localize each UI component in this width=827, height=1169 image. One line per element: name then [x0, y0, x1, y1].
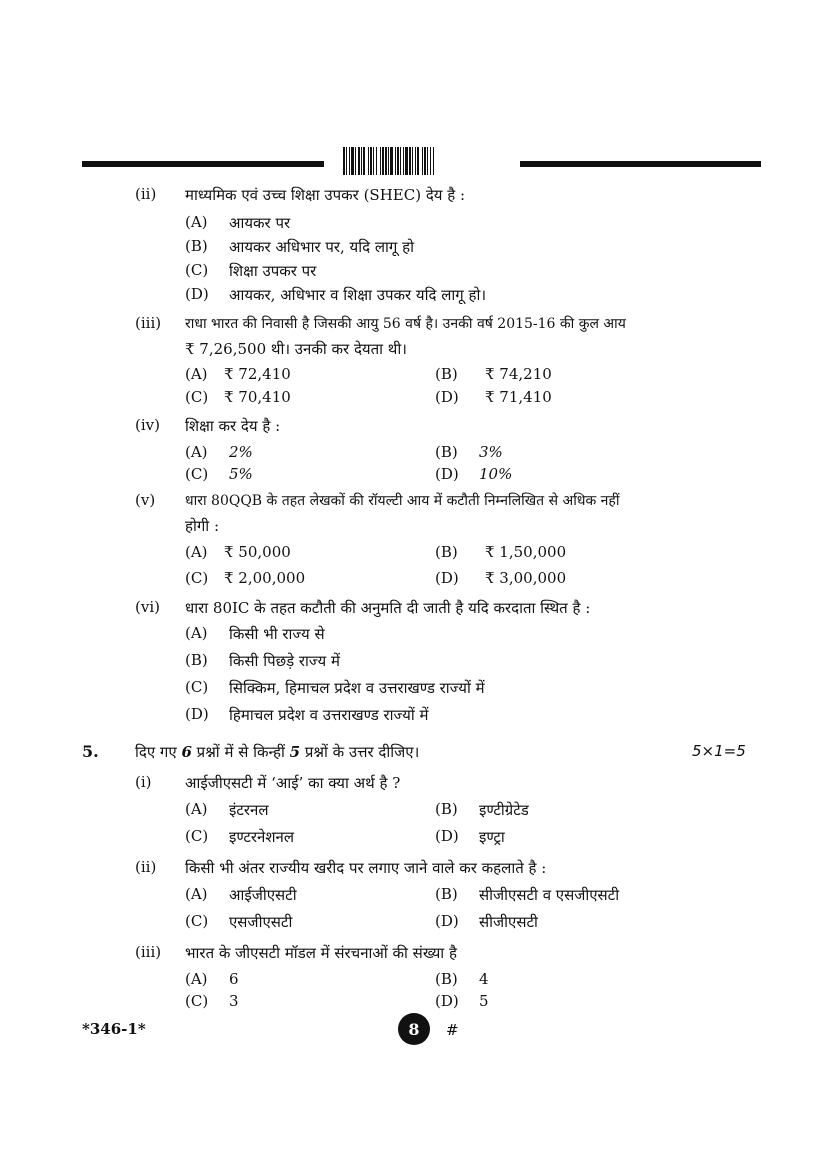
option-label: (D) — [435, 827, 459, 845]
option-text: ₹ 2,00,000 — [224, 569, 306, 587]
q4-iii-text-line1: राधा भारत की निवासी है जिसकी आयु 56 वर्ष है। उनकी वर्ष 2015-16 की कुल आय — [185, 316, 626, 332]
q4-vi-text: धारा 80IC के तहत कटौती की अनुमति दी जाती है यदि करदाता स्थित है : — [185, 599, 591, 617]
q5-instr-n1: 6 — [181, 743, 192, 761]
option-label: (A) — [185, 213, 208, 231]
q5-i-text: आईजीएसटी में ‘आई’ का क्या अर्थ है ? — [185, 774, 401, 792]
option-label: (D) — [185, 285, 209, 303]
header-rule-left — [82, 161, 324, 167]
option-label: (B) — [435, 543, 458, 561]
option-text: 3 — [229, 992, 239, 1010]
q4-ii-text: माध्यमिक एवं उच्च शिक्षा उपकर (SHEC) देय है : — [185, 186, 466, 204]
option-text: 6 — [229, 970, 239, 988]
option-text: सीजीएसटी व एसजीएसटी — [479, 886, 620, 904]
q5-i-number: (i) — [135, 773, 152, 791]
option-text: 2% — [229, 443, 253, 461]
q5-instr-b: प्रश्नों में से किन्हीं — [196, 743, 285, 761]
option-text: हिमाचल प्रदेश व उत्तराखण्ड राज्यों में — [229, 706, 429, 724]
option-label: (C) — [185, 261, 209, 279]
header-rule-right — [520, 161, 761, 167]
option-text: इंटरनल — [229, 801, 269, 819]
option-label: (B) — [435, 365, 458, 383]
option-label: (D) — [435, 569, 459, 587]
option-text: एसजीएसटी — [229, 913, 293, 931]
option-text: सिक्किम, हिमाचल प्रदेश व उत्तराखण्ड राज्यों में — [229, 679, 485, 697]
option-label: (A) — [185, 443, 208, 461]
option-label: (D) — [435, 992, 459, 1010]
option-text: ₹ 70,410 — [224, 388, 291, 406]
q5-marks: 5×1=5 — [692, 742, 746, 760]
q5-iii-text: भारत के जीएसटी मॉडल में संरचनाओं की संख्या है — [185, 944, 457, 962]
option-text: आयकर, अधिभार व शिक्षा उपकर यदि लागू हो। — [229, 286, 487, 304]
option-text: ₹ 72,410 — [224, 365, 291, 383]
option-label: (C) — [185, 678, 209, 696]
q4-v-number: (v) — [135, 491, 156, 509]
q4-v-text-line1: धारा 80QQB के तहत लेखकों की रॉयल्टी आय में कटौती निम्नलिखित से अधिक नहीं — [185, 493, 620, 509]
q5-number: 5. — [82, 742, 99, 761]
option-text: आयकर पर — [229, 214, 291, 232]
q4-iii-text-line2: ₹ 7,26,500 थी। उनकी कर देयता थी। — [185, 340, 407, 358]
q4-v-text-line2: होगी : — [185, 517, 220, 535]
option-text: किसी पिछड़े राज्य में — [229, 652, 340, 670]
option-text: ₹ 3,00,000 — [485, 569, 567, 587]
option-text: सीजीएसटी — [479, 913, 538, 931]
q5-instr-n2: 5 — [289, 743, 301, 761]
option-label: (D) — [435, 388, 459, 406]
q5-iii-number: (iii) — [135, 943, 162, 961]
option-label: (C) — [185, 992, 209, 1010]
page-number: 8 — [398, 1013, 430, 1045]
paper-code: *346-1* — [82, 1020, 146, 1038]
option-label: (A) — [185, 365, 208, 383]
option-label: (A) — [185, 543, 208, 561]
q5-instr-c: प्रश्नों के उत्तर दीजिए। — [304, 743, 420, 761]
q4-vi-number: (vi) — [135, 598, 160, 616]
q4-iv-text: शिक्षा कर देय है : — [185, 417, 281, 435]
q5-ii-number: (ii) — [135, 858, 157, 876]
option-text: ₹ 1,50,000 — [485, 543, 567, 561]
option-text: शिक्षा उपकर पर — [229, 262, 317, 280]
option-label: (D) — [185, 705, 209, 723]
option-text: ₹ 74,210 — [485, 365, 552, 383]
option-text: ₹ 50,000 — [224, 543, 291, 561]
option-label: (C) — [185, 827, 209, 845]
option-label: (A) — [185, 624, 208, 642]
option-text: ₹ 71,410 — [485, 388, 552, 406]
option-text: किसी भी राज्य से — [229, 625, 325, 643]
q5-ii-text: किसी भी अंतर राज्यीय खरीद पर लगाए जाने वाले कर कहलाते है : — [185, 859, 547, 877]
barcode-bar — [434, 147, 435, 175]
option-label: (A) — [185, 885, 208, 903]
option-label: (B) — [185, 651, 208, 669]
option-label: (B) — [435, 885, 458, 903]
option-label: (C) — [185, 569, 209, 587]
option-text: आईजीएसटी — [229, 886, 297, 904]
hash-mark: # — [446, 1021, 459, 1039]
option-label: (C) — [185, 465, 209, 483]
option-label: (C) — [185, 388, 209, 406]
q4-iv-number: (iv) — [135, 416, 160, 434]
q5-instruction — [135, 742, 419, 762]
q4-ii-number: (ii) — [135, 185, 157, 203]
option-label: (A) — [185, 800, 208, 818]
option-text: 3% — [479, 443, 503, 461]
option-text: 5 — [479, 992, 489, 1010]
q4-iii-number: (iii) — [135, 314, 162, 332]
option-text: 10% — [479, 465, 513, 483]
barcode-icon — [343, 147, 491, 175]
option-text: आयकर अधिभार पर, यदि लागू हो — [229, 238, 414, 256]
option-label: (B) — [185, 237, 208, 255]
option-label: (A) — [185, 970, 208, 988]
option-label: (B) — [435, 970, 458, 988]
option-label: (B) — [435, 800, 458, 818]
option-label: (D) — [435, 465, 459, 483]
option-label: (B) — [435, 443, 458, 461]
option-text: 5% — [229, 465, 253, 483]
option-text: इण्टरनेशनल — [229, 828, 295, 846]
option-text: इण्ट्रा — [479, 828, 505, 846]
q5-instr-a: दिए गए — [135, 743, 177, 761]
option-text: इण्टीग्रेटेड — [479, 801, 529, 819]
option-label: (D) — [435, 912, 459, 930]
option-label: (C) — [185, 912, 209, 930]
option-text: 4 — [479, 970, 489, 988]
